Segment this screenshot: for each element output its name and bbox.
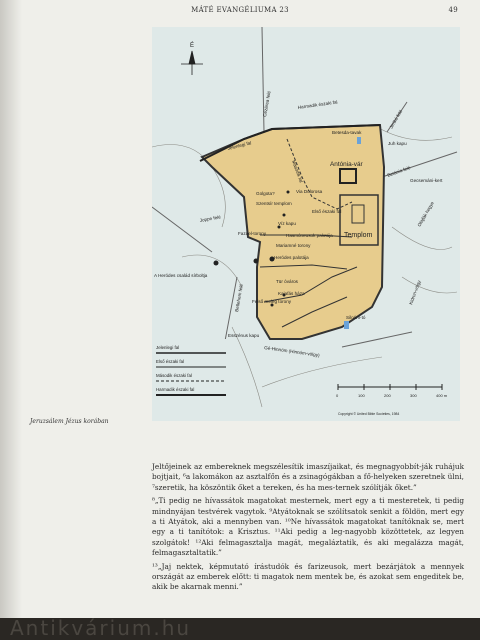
bottom-watermark-band <box>0 618 480 640</box>
map-caption: Jeruzsálem Jézus korában <box>30 418 109 425</box>
page-number: 49 <box>448 6 458 14</box>
paragraph-3: ¹³„Jaj nektek, képmutató írástudók és farizeusok, mert bezárjátok a mennyek országát az emberek előtt: ti magatok nem mentek be, és azokat sem engeditek be, akik be akarnak menni.” <box>152 561 464 592</box>
jerusalem-map <box>152 27 460 421</box>
legend-current-wall: Jelenlegi fal <box>156 345 180 350</box>
page-gutter-shadow <box>0 0 22 640</box>
label-tur: Tür óváros <box>276 279 298 284</box>
scale-tick-300: 300 <box>410 393 417 398</box>
label-esszenus-kapu: Esszénus kapu <box>228 333 260 338</box>
map-copyright: Copyright © United Bible Societies, 1984 <box>338 412 400 416</box>
label-felso-torony: Felső meleg torony <box>252 299 292 304</box>
label-gecsemani: Gecsemáni-kert <box>410 178 443 183</box>
legend-first-north-wall: Első északi fal <box>156 359 185 364</box>
label-golgota: Golgota? <box>256 191 275 196</box>
label-betesda: Betesda-tavak <box>332 130 362 135</box>
label-kajafas: Kajafás háza <box>278 291 305 296</box>
north-arrow <box>181 51 203 75</box>
label-second-wall: Második fal <box>291 159 304 184</box>
betesda-pool <box>357 137 361 144</box>
label-current-wall: Jelenlegi fal <box>227 140 252 151</box>
paragraph-1: Jeltőjeinek az embereknek megszélesítik imaszíjaikat, és megnagyobbít-ják ruhájuk bojtjait, ⁶a lakomákon az asztalfőn és a zsinagógákban a fő-helyeken szeretnek ülni, ⁷szeretik, ha köszöntik őket a tereken, és ha mes-ternek szólítják őket.” <box>152 462 464 492</box>
label-viz-kapu: Víz kapu <box>278 221 296 226</box>
watermark-text: Antikvárium.hu <box>10 618 192 640</box>
map-svg <box>152 27 460 421</box>
label-herodes-tomb: A Heródes család sírboltja <box>154 273 208 278</box>
legend-third-north-wall: Harmadik északi fal <box>156 387 195 392</box>
label-cezarea: Cézárea felé <box>262 90 272 118</box>
north-label: É <box>190 43 195 49</box>
map-legend <box>152 339 232 407</box>
label-gehinnom: Gé-Hinnóm (Hinnóm-völgy) <box>263 345 320 358</box>
label-via-dolorosa: Via Dolorosa <box>296 189 323 194</box>
scale-tick-100: 100 <box>358 393 365 398</box>
label-siloam: Siloám-tó <box>346 315 366 320</box>
label-third-wall: Harmadik északi fal <box>297 99 338 110</box>
running-title: MÁTÉ EVANGÉLIUMA 23 <box>191 6 289 14</box>
page-header <box>0 4 480 18</box>
label-first-wall: Első északi fal <box>312 209 342 214</box>
label-herodes-palace: Heródes palotája <box>274 255 309 260</box>
label-betania: Betánia felé <box>386 164 412 178</box>
label-jericho: Jerikó felé <box>388 108 404 130</box>
label-betlehem: Betlehem felé <box>234 283 244 313</box>
label-temple: Templom <box>344 232 373 239</box>
label-antonia: Antónia-vár <box>330 161 363 168</box>
label-mariamne: Mariamné torony <box>276 243 311 248</box>
map-scale <box>336 384 448 416</box>
legend-second-north-wall: Második északi fal <box>156 373 192 378</box>
body-text <box>152 462 464 596</box>
label-szentsir: Szentsír templom <box>256 201 292 206</box>
label-hasmoneus: Hasmóneusok palotája <box>286 233 333 238</box>
scale-tick-0: 0 <box>336 393 339 398</box>
label-kidron: Kidron-völgy <box>408 279 422 306</box>
label-olajfak: Olajfák hegye <box>416 200 435 228</box>
label-juh-kapu: Juh kapu <box>388 141 407 146</box>
label-joppe: Joppe felé <box>199 214 222 223</box>
siloam-pool <box>344 321 349 329</box>
paragraph-2: ⁸„Ti pedig ne hívassátok magatokat mesternek, mert egy a ti mesteretek, ti pedig mindnyájan testvérek vagytok. ⁹Atyátoknak se szólítsatok senkit a földön, mert egy a ti Atyátok, aki a mennyben van. ¹⁰Ne hívassátok magatokat tanítóknak se, mert egy a ti tanítótok: a Krisztus. ¹¹Aki pedig a leg-nagyobb közöttetek, az legyen szolgátok! ¹²Aki felmagasztalja magát, megaláztatik, és aki megalázza magát, felmagasztaltatik.” <box>152 496 464 558</box>
label-fazael: Fazael-torony <box>238 231 267 236</box>
scale-tick-200: 200 <box>384 393 391 398</box>
scale-tick-400: 400 m <box>436 393 448 398</box>
